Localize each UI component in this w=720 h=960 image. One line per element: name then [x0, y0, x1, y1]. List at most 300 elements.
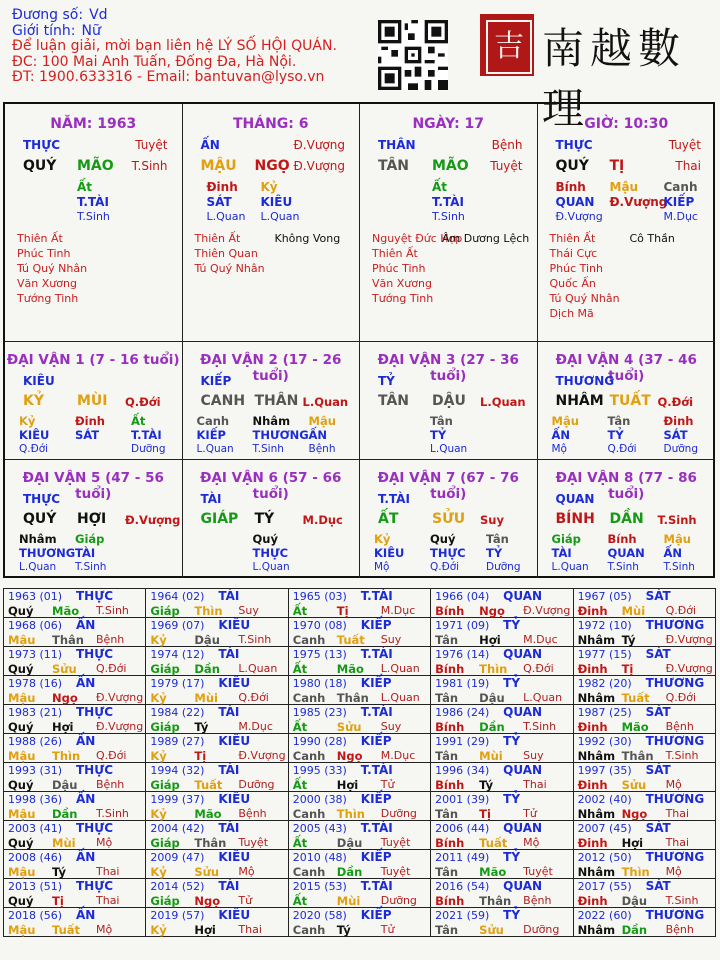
- hidden-god: THỰC: [430, 546, 466, 560]
- pillar-stage: T.Sinh: [131, 159, 168, 173]
- table-row: [4, 734, 716, 763]
- year-chi: Ngọ: [479, 604, 505, 618]
- year-content: [574, 763, 715, 791]
- year-cell: [288, 589, 430, 618]
- dai-van-chi: MÙI: [77, 393, 108, 409]
- year-label: 2005 (43): [292, 822, 347, 835]
- year-content: [574, 879, 715, 907]
- year-chi: Sửu: [479, 923, 504, 937]
- year-can: Tân: [435, 749, 459, 763]
- year-content: [431, 850, 572, 878]
- year-god: TỶ: [503, 734, 521, 748]
- year-content: [4, 618, 145, 646]
- hidden-stage: T.Sinh: [252, 443, 284, 455]
- pillar-god: THÂN: [378, 138, 416, 152]
- dai-van-cell: [538, 342, 716, 460]
- hidden-stage: L.Quan: [430, 443, 468, 455]
- year-can: Ất: [292, 662, 308, 676]
- star-item: Phúc Tinh: [372, 262, 426, 275]
- year-stage: Bệnh: [238, 807, 267, 820]
- hidden-god: QUAN: [607, 546, 645, 560]
- hidden-can: Canh: [663, 180, 698, 194]
- year-label: 1985 (23): [292, 706, 347, 719]
- year-cell: [146, 647, 288, 676]
- year-stage: Đ.Vượng: [523, 604, 571, 617]
- dai-van-god: TÀI: [200, 492, 222, 506]
- dai-van-can: CANH: [200, 393, 246, 409]
- year-can: Đinh: [577, 604, 608, 618]
- year-stage: T.Sinh: [96, 604, 129, 617]
- dai-van-cell: [183, 342, 361, 460]
- year-stage: Tử: [523, 807, 537, 820]
- year-cell: [288, 879, 430, 908]
- year-god: TÀI: [218, 763, 240, 777]
- dai-van-can: KỶ: [23, 393, 44, 409]
- year-stage: Tuyệt: [380, 865, 411, 878]
- year-content: [146, 734, 287, 762]
- year-can: Giáp: [150, 778, 180, 792]
- year-chi: Mùi: [52, 836, 76, 850]
- year-label: 1991 (29): [435, 735, 490, 748]
- dai-van-chi: TÝ: [254, 511, 275, 527]
- table-row: [4, 618, 716, 647]
- year-can: Ất: [292, 720, 308, 734]
- year-label: 1970 (08): [292, 619, 347, 632]
- year-label: 1998 (36): [8, 793, 63, 806]
- star-item: Thiên Ất: [194, 232, 241, 245]
- year-chi: Sửu: [194, 865, 220, 879]
- year-can: Đinh: [577, 836, 608, 850]
- pillar-stage-top: Tuyệt: [668, 138, 701, 152]
- year-cell: [288, 618, 430, 647]
- hidden-stage: L.Quan: [206, 210, 246, 223]
- gender-value: Nữ: [81, 22, 101, 39]
- star-item: Dịch Mã: [549, 307, 594, 320]
- dai-van-chi: DẬU: [432, 393, 466, 409]
- year-stage: Suy: [380, 720, 402, 733]
- year-cell: [146, 589, 288, 618]
- hidden-stage: Mộ: [374, 561, 390, 573]
- dai-van-title: ĐẠI VẬN 4 (37 - 46 tuổi): [555, 352, 697, 384]
- year-content: [146, 647, 287, 675]
- pillar-stage-top: Tuyệt: [135, 138, 168, 152]
- year-stage: Q.Đới: [665, 604, 697, 617]
- year-cell: [288, 792, 430, 821]
- year-stage: T.Sinh: [238, 633, 272, 646]
- year-stage: Dưỡng: [380, 807, 417, 820]
- year-can: Quý: [8, 778, 34, 792]
- year-label: 1982 (20): [577, 677, 632, 690]
- year-label: 1994 (32): [150, 764, 205, 777]
- year-content: [574, 647, 715, 675]
- year-stage: Tuyệt: [380, 836, 411, 849]
- star-item: Tướng Tinh: [17, 292, 79, 305]
- pillar-cell: [538, 104, 716, 342]
- year-content: [146, 908, 287, 936]
- year-god: KIẾP: [360, 734, 392, 748]
- year-can: Ất: [292, 894, 308, 908]
- hidden-can: Tân: [486, 532, 509, 546]
- year-chi: Mão: [336, 662, 364, 676]
- year-content: [574, 821, 715, 849]
- phone-email-line: ĐT: 1900.633316 - Email: bantuvan@lyso.vn: [12, 69, 325, 85]
- year-can: Giáp: [150, 894, 180, 908]
- year-stage: Bệnh: [665, 720, 694, 733]
- year-chi: Hợi: [479, 633, 501, 647]
- table-row: [4, 908, 716, 937]
- year-can: Canh: [292, 633, 326, 647]
- year-chi: Tuất: [336, 633, 365, 647]
- gender-label: Giới tính:: [12, 22, 76, 39]
- year-content: [146, 763, 287, 791]
- table-row: [4, 792, 716, 821]
- year-god: THỰC: [76, 589, 114, 603]
- name-label: Đương số:: [12, 7, 84, 23]
- year-can: Canh: [292, 923, 326, 937]
- year-label: 1997 (35): [577, 764, 632, 777]
- year-content: [289, 879, 430, 907]
- year-god: KIÊU: [218, 850, 251, 864]
- dai-van-stage: Q.Đới: [657, 395, 694, 409]
- dai-van-title: ĐẠI VẬN 8 (77 - 86 tuổi): [555, 470, 697, 502]
- year-chi: Dần: [479, 720, 505, 734]
- year-content: [4, 763, 145, 791]
- year-content: [289, 618, 430, 646]
- year-chi: Dậu: [52, 778, 78, 792]
- year-content: [574, 908, 715, 936]
- year-chi: Mão: [621, 720, 649, 734]
- dai-van-chi: SỬU: [432, 511, 466, 527]
- year-label: 1999 (37): [150, 793, 205, 806]
- dai-van-can: NHÂM: [555, 393, 604, 409]
- dai-van-title: ĐẠI VẬN 2 (17 - 26 tuổi): [200, 352, 342, 384]
- hidden-can: Đinh: [75, 414, 105, 428]
- year-god: T.TÀI: [360, 763, 393, 777]
- pillar-can: QUÝ: [555, 158, 589, 174]
- star-item: Tú Quý Nhân: [17, 262, 88, 275]
- star-item: Không Vong: [274, 232, 341, 245]
- year-content: [574, 705, 715, 733]
- year-stage: M.Dục: [380, 604, 416, 617]
- year-cell: [288, 647, 430, 676]
- year-stage: Dưỡng: [238, 778, 275, 791]
- year-stage: Q.Đới: [238, 691, 269, 704]
- hidden-god: TÀI: [75, 546, 96, 560]
- year-label: 1976 (14): [435, 648, 490, 661]
- year-cell: [431, 618, 573, 647]
- year-cell: [146, 763, 288, 792]
- dai-van-title: ĐẠI VẬN 1 (7 - 16 tuổi): [6, 352, 180, 368]
- year-stage: Đ.Vượng: [96, 691, 144, 704]
- year-cell: [431, 850, 573, 879]
- year-label: 2010 (48): [292, 851, 347, 864]
- year-god: TỶ: [503, 676, 521, 690]
- table-row: [4, 676, 716, 705]
- year-god: TỶ: [503, 792, 521, 806]
- hidden-god: ẤN: [551, 428, 571, 442]
- year-cell: [431, 705, 573, 734]
- star-item: Quốc Ấn: [549, 277, 596, 290]
- hidden-god: TỶ: [607, 428, 624, 442]
- pillar-can: QUÝ: [23, 158, 57, 174]
- dai-van-god: T.TÀI: [378, 492, 410, 506]
- hidden-god: THƯƠNG: [19, 546, 76, 560]
- year-content: [574, 676, 715, 704]
- year-label: 1972 (10): [577, 619, 632, 632]
- year-god: KIẾP: [360, 908, 392, 922]
- year-cell: [288, 763, 430, 792]
- pillar-god: ẤN: [200, 138, 220, 152]
- hidden-can: Nhâm: [252, 414, 291, 428]
- hidden-can: Đinh: [663, 414, 694, 428]
- dai-van-can: BÍNH: [555, 511, 595, 527]
- hidden-stage: Q.Đới: [19, 443, 49, 455]
- year-god: SÁT: [645, 763, 671, 777]
- dai-van-stage: L.Quan: [480, 395, 526, 409]
- year-stage: Đ.Vượng: [665, 633, 713, 646]
- year-can: Giáp: [150, 720, 180, 734]
- year-stage: Suy: [380, 633, 402, 646]
- year-chi: Mão: [479, 865, 507, 879]
- pillar-cell: [183, 104, 361, 342]
- year-stage: Mộ: [523, 836, 540, 849]
- year-cell: [146, 879, 288, 908]
- star-item: Âm Dương Lệch: [442, 232, 530, 245]
- table-row: [4, 879, 716, 908]
- star-item: Thái Cực: [549, 247, 598, 260]
- pillar-can: MẬU: [200, 158, 237, 174]
- dai-van-title: ĐẠI VẬN 6 (57 - 66 tuổi): [200, 470, 342, 502]
- year-god: KIÊU: [218, 618, 251, 632]
- year-stage: Thai: [96, 865, 120, 878]
- hidden-god: ẤN: [663, 546, 683, 560]
- year-can: Ất: [292, 836, 308, 850]
- year-god: TỶ: [503, 908, 521, 922]
- year-content: [289, 763, 430, 791]
- year-can: Bính: [435, 778, 465, 792]
- year-chi: Ngọ: [194, 894, 221, 908]
- table-row: [4, 589, 716, 618]
- dai-van-god: THỰC: [23, 492, 61, 506]
- hidden-god: TỶ: [430, 428, 447, 442]
- year-god: SÁT: [645, 705, 671, 719]
- year-content: [4, 821, 145, 849]
- year-content: [289, 908, 430, 936]
- dai-van-cell: [538, 460, 716, 578]
- year-stage: Dưỡng: [523, 923, 560, 936]
- year-content: [431, 821, 572, 849]
- year-chi: Tị: [52, 894, 64, 908]
- year-stage: Tử: [238, 894, 253, 907]
- year-god: ẤN: [76, 734, 96, 748]
- year-cell: [573, 589, 715, 618]
- year-stage: Q.Đới: [96, 749, 127, 762]
- year-content: [289, 734, 430, 762]
- dai-van-stage: L.Quan: [302, 395, 349, 409]
- year-chi: Mùi: [194, 691, 218, 705]
- year-cell: [4, 879, 146, 908]
- hidden-god: QUAN: [555, 195, 595, 209]
- year-can: Ất: [292, 778, 308, 792]
- hidden-god: TỶ: [486, 546, 503, 560]
- star-item: Tú Quý Nhân: [194, 262, 265, 275]
- dai-van-cell: [183, 460, 361, 578]
- year-content: [146, 850, 287, 878]
- hidden-god: T.TÀI: [77, 195, 109, 209]
- year-god: TỶ: [503, 850, 521, 864]
- year-cell: [431, 879, 573, 908]
- year-god: T.TÀI: [360, 821, 393, 835]
- year-god: KIẾP: [360, 618, 392, 632]
- year-label: 1983 (21): [8, 706, 63, 719]
- year-stage: Dưỡng: [380, 894, 417, 907]
- year-label: 2020 (58): [292, 909, 347, 922]
- year-can: Canh: [292, 691, 326, 705]
- hidden-can: Kỷ: [260, 180, 278, 194]
- year-can: Kỷ: [150, 691, 167, 705]
- year-cell: [431, 676, 573, 705]
- year-content: [574, 589, 715, 617]
- year-content: [146, 618, 287, 646]
- year-content: [4, 676, 145, 704]
- year-content: [146, 879, 287, 907]
- dai-van-can: GIÁP: [200, 511, 239, 527]
- dai-van-cell: [5, 342, 183, 460]
- year-cell: [146, 792, 288, 821]
- year-chi: Hợi: [336, 778, 359, 792]
- year-chi: Thân: [194, 836, 227, 850]
- year-stage: T.Sinh: [96, 807, 129, 820]
- dai-van-stage: Q.Đới: [125, 395, 161, 409]
- year-chi: Dậu: [194, 633, 220, 647]
- year-cell: [431, 734, 573, 763]
- year-label: 1973 (11): [8, 648, 63, 661]
- hidden-can: Quý: [430, 532, 456, 546]
- star-item: Thiên Ất: [372, 247, 418, 260]
- year-stage: L.Quan: [380, 662, 420, 675]
- year-chi: Tị: [479, 807, 491, 821]
- dai-van-stage: Suy: [480, 513, 504, 527]
- star-item: Tướng Tinh: [372, 292, 434, 305]
- year-can: Bính: [435, 720, 465, 734]
- hidden-stage: T.Sinh: [75, 561, 107, 573]
- year-content: [431, 879, 572, 907]
- year-stage: Bệnh: [96, 778, 125, 791]
- year-can: Tân: [435, 691, 459, 705]
- year-god: THƯƠNG: [645, 908, 705, 922]
- year-stage: Đ.Vượng: [665, 662, 713, 675]
- year-can: Mậu: [8, 691, 36, 705]
- chart-grid: [3, 102, 715, 578]
- year-can: Đinh: [577, 778, 608, 792]
- hidden-stage: Dưỡng: [131, 443, 166, 455]
- year-god: QUAN: [503, 589, 543, 603]
- hidden-stage: L.Quan: [196, 443, 234, 455]
- dai-van-god: TỶ: [378, 374, 395, 388]
- hidden-can: Kỷ: [374, 532, 391, 546]
- table-row: [4, 850, 716, 879]
- hidden-stage: Bệnh: [308, 443, 336, 455]
- year-can: Đinh: [577, 720, 608, 734]
- dai-van-chi: HỢI: [77, 511, 107, 527]
- year-god: ẤN: [76, 908, 96, 922]
- year-label: 2013 (51): [8, 880, 63, 893]
- year-god: THƯƠNG: [645, 792, 705, 806]
- year-label: 2012 (50): [577, 851, 632, 864]
- pillar-cell: [360, 104, 538, 342]
- hidden-stage: Dưỡng: [663, 443, 698, 455]
- year-chi: Thân: [621, 749, 654, 763]
- year-can: Tân: [435, 923, 459, 937]
- year-label: 1966 (04): [435, 590, 490, 603]
- year-can: Tân: [435, 633, 459, 647]
- year-chi: Thìn: [336, 807, 365, 821]
- year-content: [4, 792, 145, 820]
- star-item: Phúc Tinh: [17, 247, 71, 260]
- year-stage: M.Dục: [238, 720, 273, 733]
- pillar-stage: Đ.Vượng: [293, 159, 345, 173]
- year-cell: [146, 618, 288, 647]
- year-label: 1996 (34): [435, 764, 490, 777]
- year-stage: Mộ: [665, 778, 682, 791]
- year-label: 2001 (39): [435, 793, 490, 806]
- year-god: QUAN: [503, 879, 543, 893]
- header-info: [12, 8, 337, 86]
- year-chi: Tuất: [52, 923, 81, 937]
- hidden-god: TÀI: [551, 546, 572, 560]
- year-stage: L.Quan: [238, 662, 278, 675]
- year-chi: Tuất: [479, 836, 508, 850]
- year-cell: [431, 792, 573, 821]
- year-cell: [146, 676, 288, 705]
- year-cell: [4, 908, 146, 937]
- hidden-can: Mậu: [308, 414, 336, 428]
- star-item: Văn Xương: [372, 277, 432, 290]
- dai-van-god: KIÊU: [23, 374, 55, 388]
- year-stage: Tử: [380, 923, 395, 936]
- pillar-title: THÁNG: 6: [232, 116, 309, 132]
- year-content: [4, 647, 145, 675]
- year-stage: Mộ: [96, 836, 113, 849]
- year-content: [431, 792, 572, 820]
- year-god: KIÊU: [218, 792, 251, 806]
- hidden-stage: M.Dục: [663, 210, 698, 223]
- year-god: THỰC: [76, 763, 114, 777]
- hidden-stage: T.Sinh: [77, 210, 110, 223]
- year-can: Bính: [435, 894, 465, 908]
- year-chi: Dần: [52, 807, 78, 821]
- year-content: [431, 763, 572, 791]
- year-chi: Dần: [194, 662, 220, 676]
- year-label: 2003 (41): [8, 822, 63, 835]
- hidden-can: Ất: [131, 414, 146, 428]
- year-god: TỶ: [503, 618, 521, 632]
- year-content: [431, 705, 572, 733]
- year-god: ẤN: [76, 618, 96, 632]
- year-content: [289, 589, 430, 617]
- star-item: Tú Quý Nhân: [549, 292, 620, 305]
- year-can: Quý: [8, 662, 34, 676]
- year-can: Nhâm: [577, 691, 616, 705]
- year-content: [431, 734, 572, 762]
- hidden-can: Đinh: [206, 180, 238, 194]
- year-content: [4, 908, 145, 936]
- year-stage: Thai: [96, 894, 120, 907]
- year-can: Nhâm: [577, 865, 616, 879]
- year-chi: Thìn: [52, 749, 81, 763]
- hidden-god: Đ.Vượng: [609, 195, 668, 209]
- year-can: Kỷ: [150, 749, 167, 763]
